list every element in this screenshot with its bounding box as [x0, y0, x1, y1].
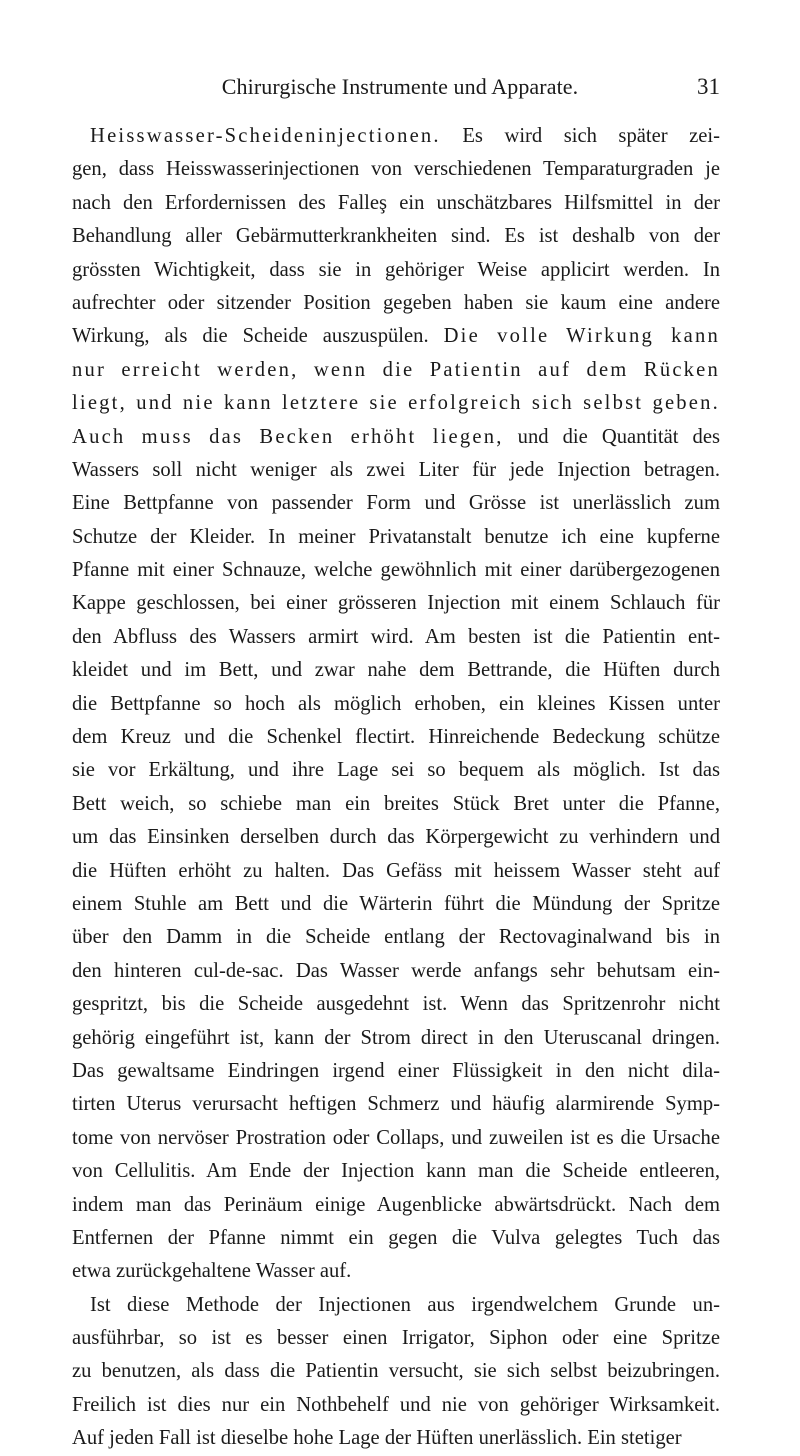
text-run: Freilich ist dies nur ein Nothbehelf und nie von gehöriger Wirksamkeit.: [72, 1393, 720, 1416]
text-run: gen, dass Heisswasserinjectionen von verschiedenen Temparaturgraden je: [72, 158, 720, 181]
text-run: tome von nervöser Prostration oder Collaps, und zuweilen ist es die Ursache: [72, 1126, 720, 1149]
text-line: [72, 788, 720, 821]
paragraph: [72, 120, 720, 1289]
running-head: [80, 72, 720, 102]
text-line: [72, 387, 720, 420]
text-line: [72, 1022, 720, 1055]
text-line: [72, 988, 720, 1021]
text-run: kleidet und im Bett, und zwar nahe dem Bettrande, die Hüften durch: [72, 659, 720, 682]
text-run: Schutze der Kleider. In meiner Privatanstalt benutze ich eine kupferne: [72, 525, 720, 548]
text-line: [72, 1422, 720, 1455]
text-run: gehörig eingeführt ist, kann der Strom direct in den Uteruscanal dringen.: [72, 1026, 720, 1049]
text-line: [72, 1189, 720, 1222]
text-run: die Hüften erhöht zu halten. Das Gefäss mit heissem Wasser steht auf: [72, 859, 720, 882]
text-run: etwa zurückgehaltene Wasser auf.: [72, 1260, 352, 1283]
paragraph: [72, 1289, 720, 1456]
text-line: [72, 821, 720, 854]
text-run: Kappe geschlossen, bei einer grösseren Injection mit einem Schlauch für: [72, 592, 720, 615]
text-line: [72, 1289, 720, 1322]
text-run: Pfanne mit einer Schnauze, welche gewöhnlich mit einer darübergezogenen: [72, 559, 720, 582]
text-line: [72, 955, 720, 988]
text-run: Ist diese Methode der Injectionen aus irgendwelchem Grunde un-: [90, 1293, 720, 1316]
text-line: [72, 1322, 720, 1355]
text-line: [72, 220, 720, 253]
text-run: Entfernen der Pfanne nimmt ein gegen die Vulva gelegtes Tuch das: [72, 1226, 720, 1249]
text-line: [72, 688, 720, 721]
text-line: [72, 1222, 720, 1255]
text-line: [72, 254, 720, 287]
text-line: [72, 621, 720, 654]
text-run: Es wird sich später zei-: [440, 125, 720, 147]
text-line: [72, 153, 720, 186]
text-line: [72, 521, 720, 554]
text-run: Eine Bettpfanne von passender Form und Grösse ist unerlässlich zum: [72, 492, 720, 515]
text-line: [72, 1155, 720, 1188]
text-line: [72, 855, 720, 888]
text-line: [72, 287, 720, 320]
text-run: über den Damm in die Scheide entlang der Rectovaginalwand bis in: [72, 926, 720, 949]
text-line: [72, 587, 720, 620]
text-run: zu benutzen, als dass die Patientin versucht, sie sich selbst beizubringen.: [72, 1360, 720, 1383]
spaced-emphasis-text: liegt, und nie kann letztere sie erfolgreich sich selbst geben.: [72, 392, 720, 415]
text-run: und die Quantität des: [503, 425, 720, 448]
page-number: 31: [697, 74, 720, 99]
text-run: um das Einsinken derselben durch das Körpergewicht zu verhindern und: [72, 826, 720, 849]
text-run: ausführbar, so ist es besser einen Irrigator, Siphon oder eine Spritze: [72, 1327, 720, 1350]
text-line: [72, 1389, 720, 1422]
text-run: Wassers soll nicht weniger als zwei Liter für jede Injection betragen.: [72, 458, 720, 481]
spaced-emphasis-text: nur erreicht werden, wenn die Patientin auf dem Rücken: [72, 358, 720, 381]
text-line: [72, 754, 720, 787]
text-run: sie vor Erkältung, und ihre Lage sei so bequem als möglich. Ist das: [72, 759, 720, 782]
text-run: von Cellulitis. Am Ende der Injection kann man die Scheide entleeren,: [72, 1160, 720, 1183]
text-line: [72, 1088, 720, 1121]
text-line: [72, 120, 720, 153]
text-line: [72, 888, 720, 921]
text-run: indem man das Perinäum einige Augenblicke abwärtsdrückt. Nach dem: [72, 1193, 720, 1216]
text-line: [72, 487, 720, 520]
text-run: tirten Uterus verursacht heftigen Schmerz und häufig alarmirende Symp-: [72, 1093, 720, 1116]
text-run: Auf jeden Fall ist dieselbe hohe Lage der Hüften unerlässlich. Ein stetiger: [72, 1427, 682, 1450]
text-run: Wirkung, als die Scheide auszuspülen.: [72, 325, 444, 348]
text-line: [72, 354, 720, 387]
text-run: gespritzt, bis die Scheide ausgedehnt ist. Wenn das Spritzenrohr nicht: [72, 993, 720, 1016]
text-line: [72, 320, 720, 353]
text-line: [72, 554, 720, 587]
text-run: Bett weich, so schiebe man ein breites Stück Bret unter die Pfanne,: [72, 792, 720, 815]
text-run: Behandlung aller Gebärmutterkrankheiten sind. Es ist deshalb von der: [72, 225, 720, 248]
text-line: [72, 1122, 720, 1155]
spaced-emphasis-text: Die volle Wirkung kann: [443, 325, 720, 348]
text-run: aufrechter oder sitzender Position gegeben haben sie kaum eine andere: [72, 291, 720, 314]
text-run: Das gewaltsame Eindringen irgend einer Flüssigkeit in den nicht dila-: [72, 1059, 720, 1082]
text-line: [72, 1355, 720, 1388]
text-run: nach den Erfordernissen des Falleş ein unschätzbares Hilfsmittel in der: [72, 191, 720, 214]
text-run: einem Stuhle am Bett und die Wärterin führt die Mündung der Spritze: [72, 892, 720, 915]
text-line: [72, 454, 720, 487]
text-line: [72, 921, 720, 954]
text-line: [72, 421, 720, 454]
text-run: die Bettpfanne so hoch als möglich erhoben, ein kleines Kissen unter: [72, 692, 720, 715]
text-line: [72, 187, 720, 220]
text-line: [72, 1055, 720, 1088]
text-line: [72, 654, 720, 687]
text-run: den Abfluss des Wassers armirt wird. Am besten ist die Patientin ent-: [72, 625, 720, 648]
text-line: [72, 721, 720, 754]
spaced-emphasis-text: Auch muss das Becken erhöht liegen,: [72, 425, 504, 448]
text-line: [72, 1255, 720, 1288]
running-head-title: Chirurgische Instrumente und Apparate.: [221, 74, 579, 99]
text-run: den hinteren cul-de-sac. Das Wasser werde anfangs sehr behutsam ein-: [72, 959, 720, 982]
text-run: grössten Wichtigkeit, dass sie in gehöriger Weise applicirt werden. In: [72, 258, 720, 281]
text-run: dem Kreuz und die Schenkel flectirt. Hinreichende Bedeckung schütze: [72, 726, 720, 749]
spaced-emphasis-text: Heisswasser-Scheideninjectionen.: [90, 125, 441, 147]
body-text: [72, 120, 720, 1456]
